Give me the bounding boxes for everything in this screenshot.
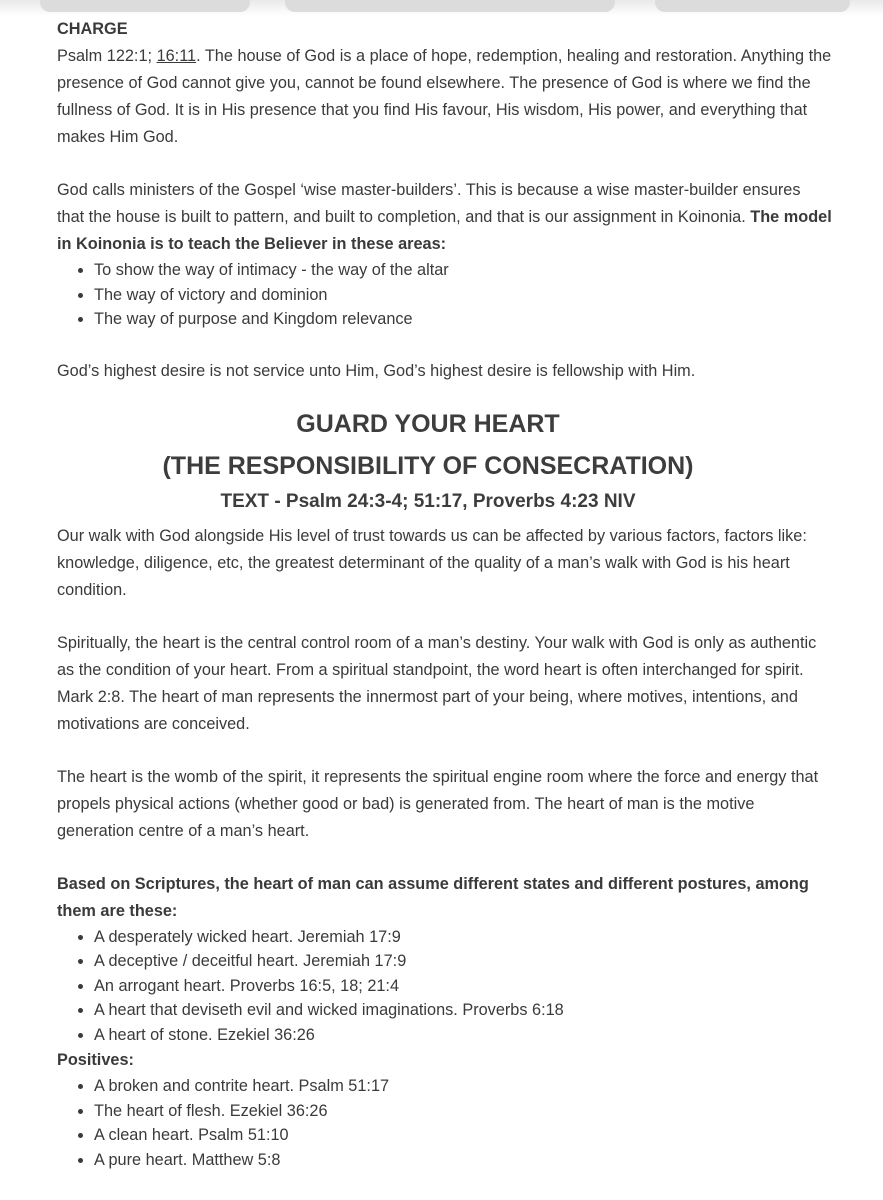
positive-heart-list — [57, 1074, 832, 1172]
master-builders-paragraph — [57, 177, 832, 258]
charge-paragraph — [57, 43, 832, 151]
list-item: • A heart that deviseth evil and wicked imaginations. Proverbs 6:18 — [94, 998, 832, 1023]
list-item: • A heart of stone. Ezekiel 36:26 — [94, 1023, 832, 1048]
master-builders-text: God calls ministers of the Gospel ‘wise master-builders’. This is because a wise master-builder ensures that the house is built to pattern, and built to completion, and that is our assignment in Koinonia. — [57, 181, 801, 226]
list-item: • The heart of flesh. Ezekiel 36:26 — [94, 1099, 832, 1124]
top-edge-blob — [285, 0, 615, 12]
list-item: • A deceptive / deceitful heart. Jeremiah 17:9 — [94, 949, 832, 974]
states-heading: Based on Scriptures, the heart of man can assume different states and different postures, among them are these: — [57, 874, 809, 920]
document-body — [57, 16, 832, 1172]
list-item: • The way of purpose and Kingdom relevance — [94, 307, 832, 332]
list-item: • The way of victory and dominion — [94, 283, 832, 308]
charge-text: . The house of God is a place of hope, redemption, healing and restoration. Anything the presence of God cannot give you, cannot be found elsewhere. The presence of God is where we find the fullness of God. It is in His presence that you find His favour, His wisdom, His power, and everything that makes Him God. — [57, 47, 832, 146]
section-title-sub: (THE RESPONSIBILITY OF CONSECRATION) — [162, 451, 694, 480]
positives-heading: Positives: — [57, 1051, 134, 1069]
womb-paragraph: The heart is the womb of the spirit, it represents the spiritual engine room where the force and energy that propels physical actions (whether good or bad) is generated from. The heart of man is the motive generation centre of a man’s heart. — [57, 767, 819, 840]
negative-heart-list — [57, 925, 832, 1048]
control-room-paragraph: Spiritually, the heart is the central control room of a man’s destiny. Your walk with God is only as authentic as the condition of your heart. From a spiritual standpoint, the word heart is often interchanged for spirit. Mark 2:8. The heart of man represents the innermost part of your being, where motives, intentions, and motivations are conceived. — [57, 633, 817, 733]
koinonia-list — [57, 258, 832, 332]
list-item: • To show the way of intimacy - the way of the altar — [94, 258, 832, 283]
top-edge-blob — [40, 0, 250, 12]
list-item: • An arrogant heart. Proverbs 16:5, 18; 21:4 — [94, 974, 832, 999]
list-item: • A broken and contrite heart. Psalm 51:17 — [94, 1074, 832, 1099]
section-title: GUARD YOUR HEART — [296, 409, 560, 438]
charge-heading: CHARGE — [57, 20, 128, 38]
psalm-ref-link[interactable]: 16:11 — [156, 47, 197, 65]
list-item: • A desperately wicked heart. Jeremiah 17:9 — [94, 925, 832, 950]
text-reference: TEXT - Psalm 24:3-4; 51:17, Proverbs 4:23 NIV — [220, 490, 636, 512]
highest-desire-paragraph: God’s highest desire is not service unto Him, God’s highest desire is fellowship with Him. — [57, 361, 696, 380]
psalm-ref: Psalm 122:1; — [57, 47, 157, 65]
list-item: • A clean heart. Psalm 51:10 — [94, 1123, 832, 1148]
top-edge-shadow — [0, 0, 883, 16]
top-edge-blob — [655, 0, 850, 12]
koinonia-model-bold: The model in Koinonia is to teach the Believer in these areas: — [57, 208, 832, 253]
walk-paragraph: Our walk with God alongside His level of trust towards us can be affected by various factors, factors like: knowledge, diligence, etc, the greatest determinant of the quality of a man’s walk with God is his heart condition. — [57, 526, 807, 599]
list-item: • A pure heart. Matthew 5:8 — [94, 1148, 832, 1173]
